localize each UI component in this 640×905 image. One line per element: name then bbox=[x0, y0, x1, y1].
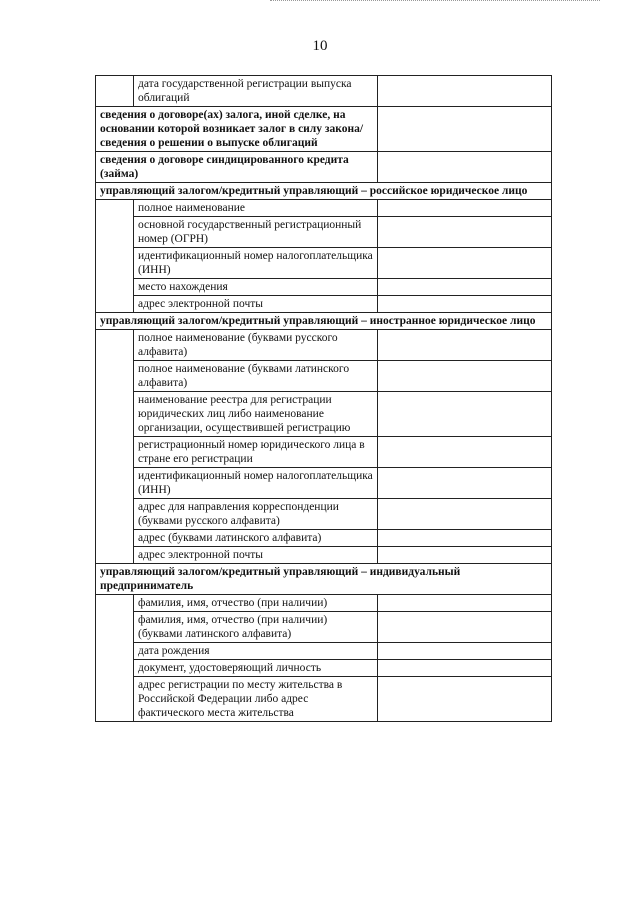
group-header-label: управляющий залогом/кредитный управляющий – иностранное юридическое лицо bbox=[96, 313, 552, 330]
indent-cell bbox=[96, 330, 134, 564]
form-table-body bbox=[96, 76, 552, 722]
field-label: адрес регистрации по месту жительства в Российской Федерации либо адрес фактического места жительства bbox=[134, 677, 378, 722]
indent-cell bbox=[96, 595, 134, 722]
field-value-cell bbox=[378, 660, 552, 677]
field-value-cell bbox=[378, 595, 552, 612]
field-label: адрес электронной почты bbox=[134, 296, 378, 313]
field-label: идентификационный номер налогоплательщика (ИНН) bbox=[134, 468, 378, 499]
field-value-cell bbox=[378, 296, 552, 313]
field-value-cell bbox=[378, 279, 552, 296]
field-value-cell bbox=[378, 361, 552, 392]
scan-artifact-line bbox=[270, 0, 600, 5]
field-value-cell bbox=[378, 530, 552, 547]
group-header-label: управляющий залогом/кредитный управляющий – индивидуальный предприниматель bbox=[96, 564, 552, 595]
sub-field-row bbox=[96, 437, 552, 468]
group-header-row bbox=[96, 183, 552, 200]
field-value-cell bbox=[378, 76, 552, 107]
field-label: дата государственной регистрации выпуска облигаций bbox=[134, 76, 378, 107]
field-label: полное наименование bbox=[134, 200, 378, 217]
indent-cell bbox=[96, 200, 134, 313]
sub-field-row bbox=[96, 361, 552, 392]
sub-field-row bbox=[96, 330, 552, 361]
sub-field-row bbox=[96, 547, 552, 564]
group-header-row bbox=[96, 313, 552, 330]
field-value-cell bbox=[378, 152, 552, 183]
sub-field-row bbox=[96, 76, 552, 107]
section-row bbox=[96, 107, 552, 152]
field-label: фамилия, имя, отчество (при наличии) bbox=[134, 595, 378, 612]
group-header-label: управляющий залогом/кредитный управляющий – российское юридическое лицо bbox=[96, 183, 552, 200]
section-label: сведения о договоре синдицированного кредита (займа) bbox=[96, 152, 378, 183]
field-value-cell bbox=[378, 437, 552, 468]
field-label: регистрационный номер юридического лица в стране его регистрации bbox=[134, 437, 378, 468]
sub-field-row bbox=[96, 530, 552, 547]
field-value-cell bbox=[378, 643, 552, 660]
field-label: полное наименование (буквами латинского алфавита) bbox=[134, 361, 378, 392]
sub-field-row bbox=[96, 296, 552, 313]
field-value-cell bbox=[378, 392, 552, 437]
section-row bbox=[96, 152, 552, 183]
sub-field-row bbox=[96, 217, 552, 248]
sub-field-row bbox=[96, 643, 552, 660]
field-value-cell bbox=[378, 612, 552, 643]
field-value-cell bbox=[378, 499, 552, 530]
sub-field-row bbox=[96, 595, 552, 612]
field-label: основной государственный регистрационный номер (ОГРН) bbox=[134, 217, 378, 248]
sub-field-row bbox=[96, 660, 552, 677]
sub-field-row bbox=[96, 392, 552, 437]
field-label: адрес электронной почты bbox=[134, 547, 378, 564]
field-label: дата рождения bbox=[134, 643, 378, 660]
sub-field-row bbox=[96, 612, 552, 643]
sub-field-row bbox=[96, 468, 552, 499]
indent-cell bbox=[96, 76, 134, 107]
field-value-cell bbox=[378, 330, 552, 361]
field-value-cell bbox=[378, 468, 552, 499]
field-value-cell bbox=[378, 200, 552, 217]
field-value-cell bbox=[378, 677, 552, 722]
section-label: сведения о договоре(ах) залога, иной сделке, на основании которой возникает залог в силу закона/сведения о решении о выпуске облигаций bbox=[96, 107, 378, 152]
field-label: идентификационный номер налогоплательщика (ИНН) bbox=[134, 248, 378, 279]
sub-field-row bbox=[96, 677, 552, 722]
field-label: наименование реестра для регистрации юридических лиц либо наименование организации, осуществившей регистрацию bbox=[134, 392, 378, 437]
sub-field-row bbox=[96, 248, 552, 279]
field-label: фамилия, имя, отчество (при наличии) (буквами латинского алфавита) bbox=[134, 612, 378, 643]
sub-field-row bbox=[96, 499, 552, 530]
field-value-cell bbox=[378, 217, 552, 248]
field-value-cell bbox=[378, 107, 552, 152]
field-value-cell bbox=[378, 248, 552, 279]
field-label: место нахождения bbox=[134, 279, 378, 296]
group-header-row bbox=[96, 564, 552, 595]
sub-field-row bbox=[96, 279, 552, 296]
field-label: документ, удостоверяющий личность bbox=[134, 660, 378, 677]
form-table bbox=[95, 75, 552, 722]
page-number: 10 bbox=[312, 38, 328, 54]
field-label: полное наименование (буквами русского алфавита) bbox=[134, 330, 378, 361]
field-label: адрес (буквами латинского алфавита) bbox=[134, 530, 378, 547]
field-value-cell bbox=[378, 547, 552, 564]
sub-field-row bbox=[96, 200, 552, 217]
field-label: адрес для направления корреспонденции (буквами русского алфавита) bbox=[134, 499, 378, 530]
